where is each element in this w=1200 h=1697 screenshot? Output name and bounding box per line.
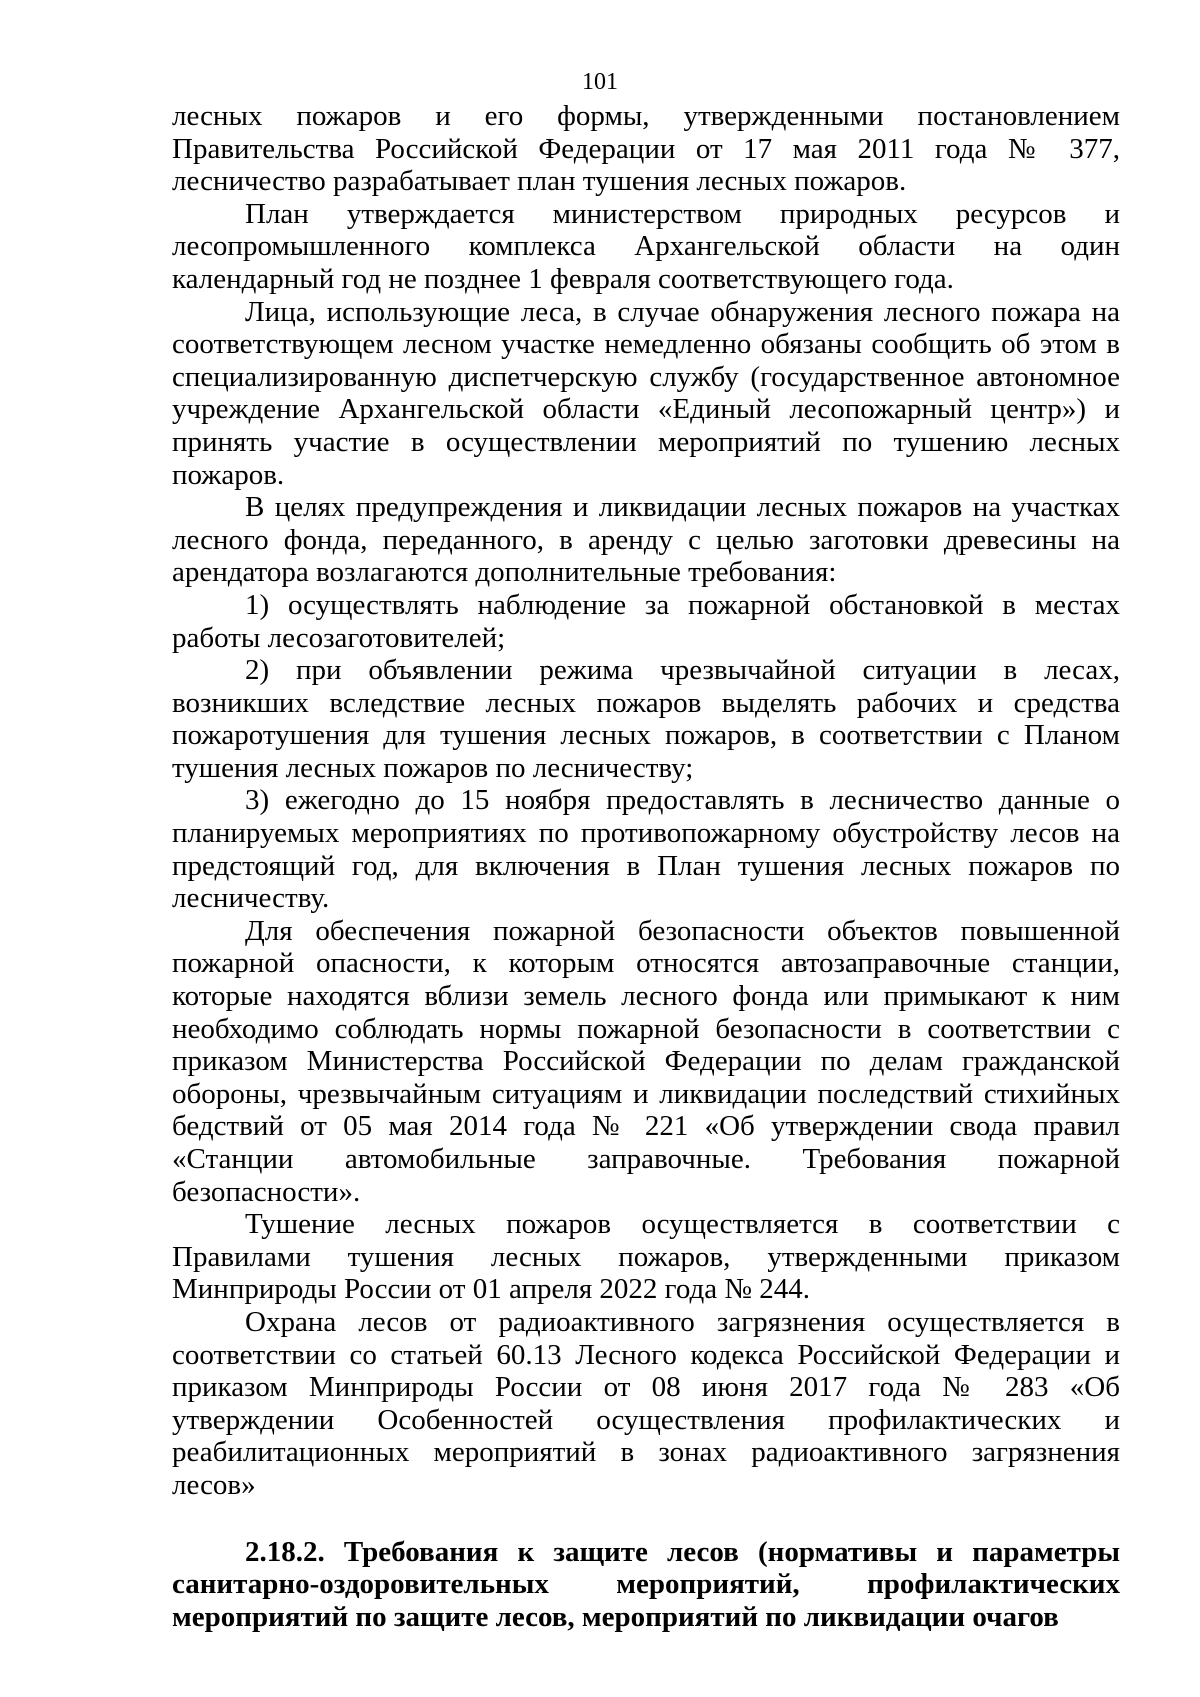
paragraph-continuation: лесных пожаров и его формы, утвержденными постановлением Правительства Российской Федерации от 17 мая 2011 года № 377, лесничество разрабатывает план тушения лесных пожаров. (172, 100, 1120, 198)
paragraph-fire-safety: Для обеспечения пожарной безопасности объектов повышенной пожарной опасности, к которым относятся автозаправочные станции, которые находятся вблизи земель лесного фонда или примыкают к ним необходимо соблюдать нормы пожарной безопасности в соответствии с приказом Министерства Российской Федерации по делам гражданской обороны, чрезвычайным ситуациям и ликвидации последствий стихийных бедствий от 05 мая 2014 года № 221 «Об утверждении свода правил «Станции автомобильные заправочные. Требования пожарной безопасности». (172, 914, 1120, 1208)
list-item-2: 2) при объявлении режима чрезвычайной ситуации в лесах, возникших вследствие лесных пожаров выделять рабочих и средства пожаротушения для тушения лесных пожаров, в соответствии с Планом тушения лесных пожаров по лесничеству; (172, 654, 1120, 784)
list-item-1: 1) осуществлять наблюдение за пожарной обстановкой в местах работы лесозаготовителей; (172, 588, 1120, 654)
section-heading: 2.18.2. Требования к защите лесов (нормативы и параметры санитарно-оздоровительных мероприятий, профилактических мероприятий по защите лесов, мероприятий по ликвидации очагов (172, 1535, 1120, 1633)
paragraph-radioactive-protection: Охрана лесов от радиоактивного загрязнения осуществляется в соответствии со статьей 60.13 Лесного кодекса Российской Федерации и приказом Минприроды России от 08 июня 2017 года № 283 «Об утверждении Особенностей осуществления профилактических и реабилитационных мероприятий в зонах радиоактивного загрязнения лесов» (172, 1305, 1120, 1501)
paragraph-fire-extinguishing: Тушение лесных пожаров осуществляется в соответствии с Правилами тушения лесных пожаров, утвержденными приказом Минприроды России от 01 апреля 2022 года № 244. (172, 1208, 1120, 1306)
paragraph-plan-approval: План утверждается министерством природных ресурсов и лесопромышленного комплекса Архангельской области на один календарный год не позднее 1 февраля соответствующего года. (172, 197, 1120, 295)
list-item-3: 3) ежегодно до 15 ноября предоставлять в лесничество данные о планируемых мероприятиях по противопожарному обустройству лесов на предстоящий год, для включения в План тушения лесных пожаров по лесничеству. (172, 784, 1120, 915)
document-body (172, 100, 1120, 1633)
paragraph-forest-users: Лица, использующие леса, в случае обнаружения лесного пожара на соответствующем лесном участке немедленно обязаны сообщить об этом в специализированную диспетчерскую службу (государственное автономное учреждение Архангельской области «Единый лесопожарный центр») и принять участие в осуществлении мероприятий по тушению лесных пожаров. (172, 295, 1120, 491)
page-number: 101 (582, 69, 618, 95)
paragraph-tenant-requirements: В целях предупреждения и ликвидации лесных пожаров на участках лесного фонда, переданного, в аренду с целью заготовки древесины на арендатора возлагаются дополнительные требования: (172, 491, 1120, 589)
